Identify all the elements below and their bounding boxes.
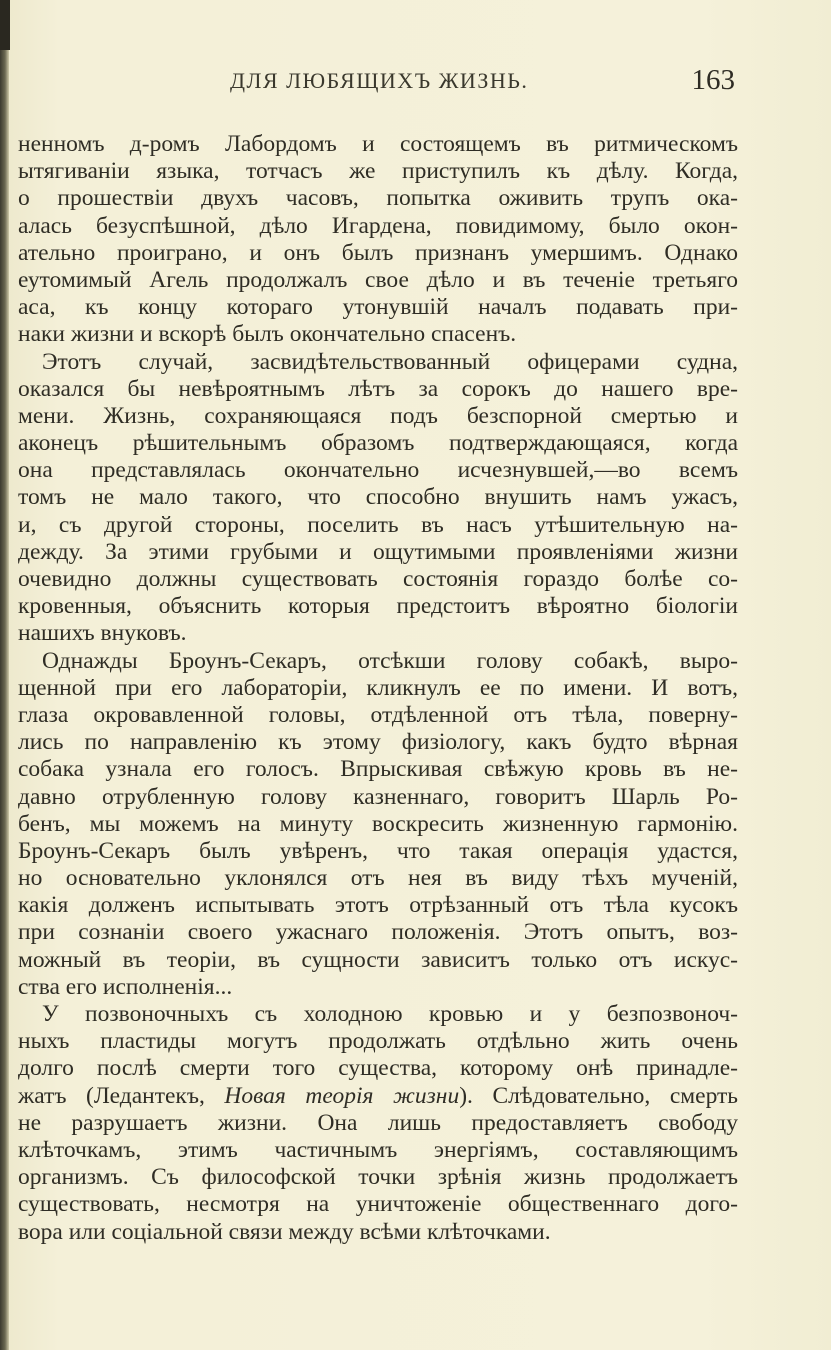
text-segment: жатъ (Ледантекъ, xyxy=(18,1082,225,1109)
text-line: ныхъ пластиды могутъ продолжать отдѣльно жить очень xyxy=(18,1028,738,1055)
text-line: существовать, несмотря на уничтоженіе общественнаго дого- xyxy=(18,1191,738,1218)
text-line: и, съ другой стороны, поселить въ насъ утѣшительную на- xyxy=(18,511,738,538)
page-number: 163 xyxy=(691,64,735,96)
text-line: У позвоночныхъ съ холодною кровью и у безпозвоноч- xyxy=(42,1001,738,1027)
text-line: собака узнала его голосъ. Впрыскивая свѣжую кровь въ не- xyxy=(18,756,738,783)
text-line: можный въ теоріи, въ сущности зависитъ только отъ искус- xyxy=(18,946,738,973)
text-line xyxy=(18,1083,738,1110)
text-line: ства его исполненія... xyxy=(18,973,233,1000)
text-line: кровенныя, объяснить которыя предстоитъ вѣроятно біологіи xyxy=(18,593,738,620)
page-header xyxy=(230,62,740,102)
text-line: она представлялась окончательно исчезнувшей,—во всемъ xyxy=(18,457,738,484)
text-line: наки жизни и вскорѣ былъ окончательно спасенъ. xyxy=(18,321,517,348)
text-line: глаза окровавленной головы, отдѣленной отъ тѣла, поверну- xyxy=(18,701,738,728)
text-line: оказался бы невѣроятнымъ лѣтъ за сорокъ до нашего вре- xyxy=(18,375,738,402)
text-line: томъ не мало такого, что способно внушить намъ ужасъ, xyxy=(18,484,738,511)
text-line: мени. Жизнь, сохраняющаяся подъ безспорной смертью и xyxy=(18,402,738,429)
text-line: аконецъ рѣшительнымъ образомъ подтверждающаяся, когда xyxy=(18,430,738,457)
text-line: Этотъ случай, засвидѣтельствованный офицерами судна, xyxy=(42,348,738,375)
text-line: не разрушаетъ жизни. Она лишь предоставляетъ свободу xyxy=(18,1109,738,1136)
text-line: вора или соціальной связи между всѣми клѣточками. xyxy=(18,1218,551,1245)
text-line: лись по направленію къ этому физіологу, какъ будто вѣрная xyxy=(18,729,738,756)
text-line: бенъ, мы можемъ на минуту воскресить жизненную гармонію. xyxy=(18,810,738,837)
body-text xyxy=(18,131,738,1246)
text-line: еутомимый Агель продолжалъ свое дѣло и въ теченіе третьяго xyxy=(18,266,738,293)
text-line: организмъ. Съ философской точки зрѣнія жизнь продолжаетъ xyxy=(18,1164,738,1191)
text-line: но основательно уклонялся отъ нея въ виду тѣхъ мученій, xyxy=(18,865,738,892)
text-line: щенной при его лабораторіи, кликнулъ ее по имени. И вотъ, xyxy=(18,674,738,701)
text-line: Однажды Броунъ-Секаръ, отсѣкши голову собакѣ, выро- xyxy=(42,647,738,674)
book-title-italic: Новая теорія жизни xyxy=(224,1082,460,1109)
text-segment: ). Слѣдовательно, смерть xyxy=(459,1082,738,1109)
text-line: дежду. За этими грубыми и ощутимыми проявленіями жизни xyxy=(18,538,738,565)
text-line: при сознаніи своего ужаснаго положенія. Этотъ опытъ, воз- xyxy=(18,919,738,946)
book-spine-edge xyxy=(0,0,9,1350)
text-line: Броунъ-Секаръ былъ увѣренъ, что такая операція удастся, xyxy=(18,837,738,864)
book-spine-shadow xyxy=(0,0,10,50)
text-line: ытягиваніи языка, тотчасъ же приступилъ къ дѣлу. Когда, xyxy=(18,158,738,185)
running-head: ДЛЯ ЛЮБЯЩИХЪ ЖИЗНЬ. xyxy=(230,68,529,93)
text-line: клѣточкамъ, этимъ частичнымъ энергіямъ, составляющимъ xyxy=(18,1136,738,1163)
text-line: давно отрубленную голову казненнаго, говоритъ Шарль Ро- xyxy=(18,783,738,810)
text-line: долго послѣ смерти того существа, которому онѣ принадле- xyxy=(18,1055,738,1082)
text-line: ательно проиграно, и онъ былъ признанъ умершимъ. Однако xyxy=(18,239,738,266)
text-line: нашихъ внуковъ. xyxy=(18,620,187,647)
text-line: аса, къ концу котораго утонувшій началъ подавать при- xyxy=(18,294,738,321)
text-line: о прошествіи двухъ часовъ, попытка оживить трупъ ока- xyxy=(18,185,738,212)
text-line: алась безуспѣшной, дѣло Игардена, повидимому, было окон- xyxy=(18,212,738,239)
text-line: очевидно должны существовать состоянія гораздо болѣе со- xyxy=(18,566,738,592)
text-line: ненномъ д-ромъ Лабордомъ и состоящемъ въ ритмическомъ xyxy=(18,131,738,157)
text-line: какія долженъ испытывать этотъ отрѣзанный отъ тѣла кусокъ xyxy=(18,892,738,919)
